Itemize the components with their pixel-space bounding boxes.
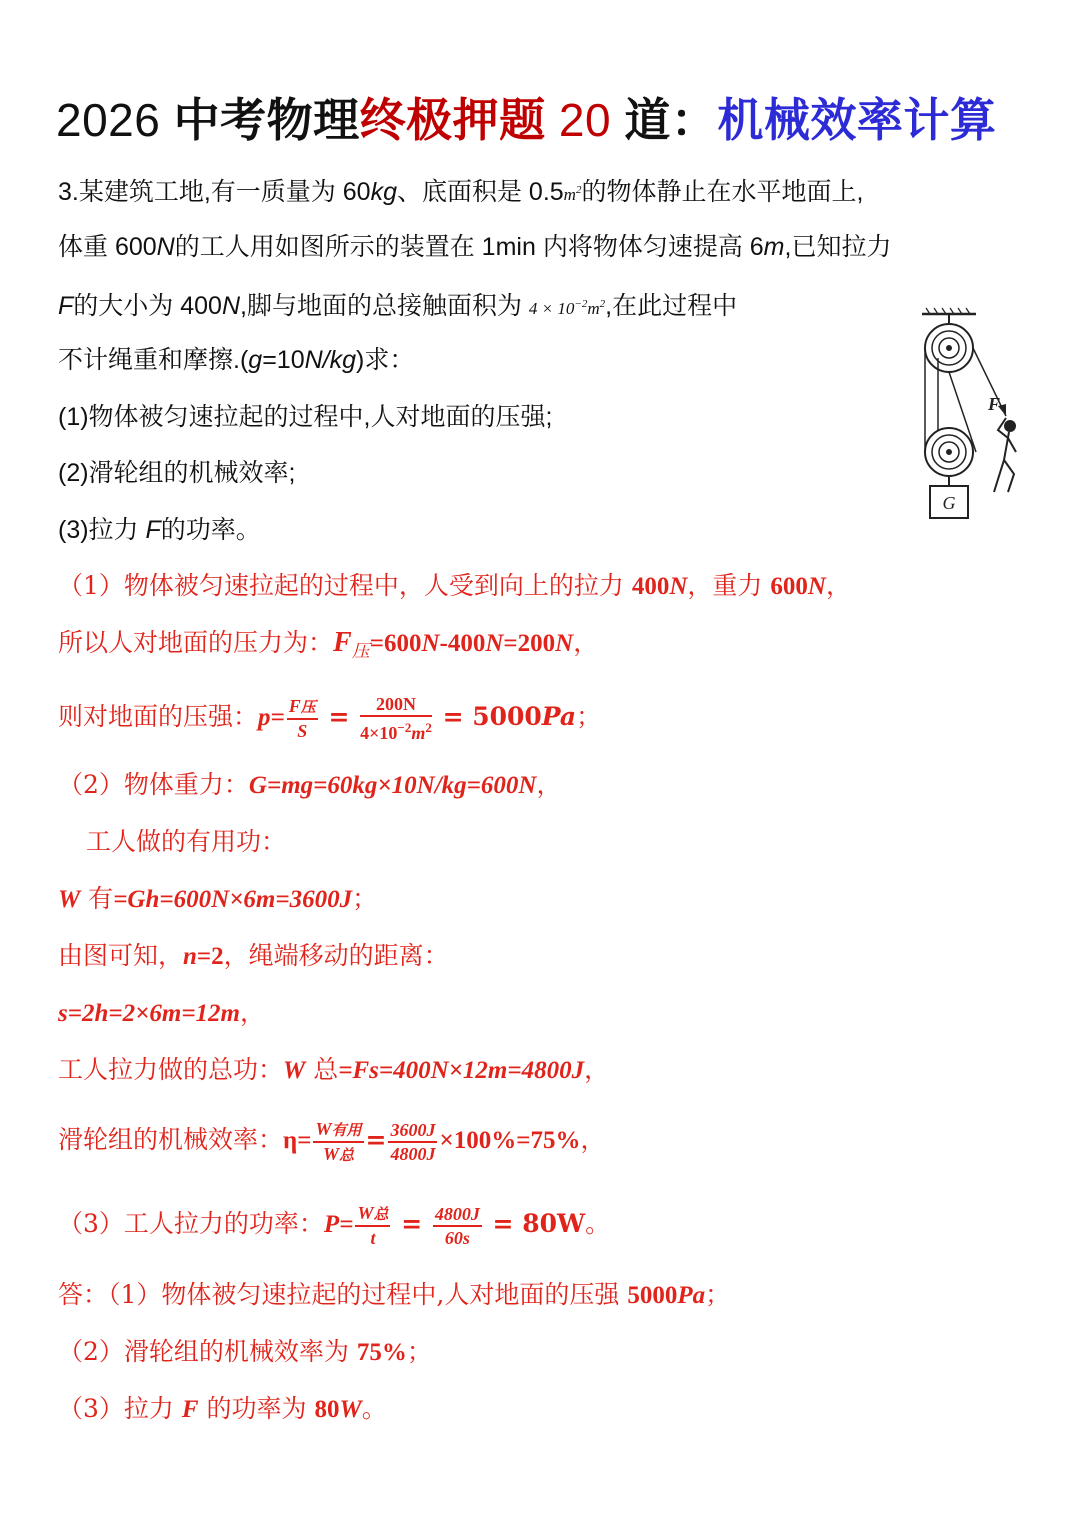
frac-sub: 总 [373, 1205, 389, 1223]
solution-line-2 [58, 623, 598, 672]
s-unit: Pa [541, 702, 577, 731]
s-formula: =Fs=400N×12m=4800J [338, 1057, 585, 1084]
frac-den: 4800J [390, 1143, 436, 1164]
s-symbol: W [283, 1057, 306, 1084]
s-text: ， [825, 571, 851, 600]
s-value: =600 [369, 630, 422, 657]
q-text: ,已知拉力 [784, 233, 892, 261]
efficiency-fraction-numeric [388, 1119, 437, 1165]
question-line-2 [58, 229, 891, 265]
solution-line-7 [58, 936, 449, 977]
s-symbol: n [183, 943, 197, 970]
title-subject: 中考物理 [173, 94, 360, 146]
s-text: ， [584, 1055, 610, 1084]
q-unit: kg [370, 178, 397, 206]
q-symbol: F [58, 292, 74, 320]
solution-line-4 [58, 765, 561, 806]
q-text: 、底面积是 0.5 [396, 178, 564, 206]
pressure-fraction-symbolic [287, 695, 318, 742]
frac-den: W [322, 1143, 339, 1164]
q-text: 的物体静止在水平地面上, [581, 178, 864, 206]
frac-den: S [297, 721, 308, 741]
s-text: 总 [305, 1055, 339, 1084]
frac-num: W [315, 1118, 332, 1139]
s-value: 80 [314, 1396, 340, 1423]
s-text: （2）滑轮组的机械效率为 [58, 1337, 357, 1366]
frac-unit: m [411, 723, 426, 743]
title-unit: 道： [624, 94, 718, 146]
frac-num: W [357, 1203, 374, 1223]
pressure-fraction-numeric [360, 693, 432, 744]
s-unit: N [421, 630, 440, 657]
question-line-1 [58, 172, 863, 213]
s-text: ， [536, 770, 562, 799]
s-text: ； [705, 1280, 731, 1309]
force-label: F [988, 394, 1001, 414]
q-unit: m [587, 299, 600, 318]
frac-sub: 总 [338, 1145, 354, 1164]
title-topic: 机械效率计算 [717, 94, 997, 146]
s-formula: =Gh=600N×6m=3600J [113, 886, 353, 913]
pulley-diagram [914, 306, 1024, 524]
q-unit: N [156, 233, 175, 261]
s-text: （2）物体重力： [58, 770, 249, 799]
frac-exp: −2 [397, 720, 412, 735]
solution-line-5: 工人做的有用功： [86, 827, 287, 856]
frac-num: F [288, 696, 301, 716]
q-exponent: 2 [599, 298, 606, 310]
q-text: 不计绳重和摩擦.( [58, 346, 249, 374]
power-fraction-numeric [433, 1203, 482, 1249]
s-text: ； [576, 702, 602, 731]
s-text: （3）拉力 [58, 1394, 182, 1423]
s-value: = 5000 [433, 702, 542, 731]
efficiency-fraction-symbolic [313, 1118, 363, 1166]
q-exponent: 2 [575, 184, 582, 196]
s-formula: s=2h=2×6m=12m [58, 1000, 241, 1027]
q-text: =10 [262, 346, 305, 374]
s-text: 有 [80, 884, 114, 913]
fixed-pulley [925, 324, 973, 372]
q-sci-number: 4 × 10 [528, 299, 575, 318]
s-symbol: P= [323, 1211, 354, 1238]
q-text: (3)拉力 [58, 516, 146, 544]
s-text: 工人拉力做的总功： [58, 1055, 284, 1084]
s-text: ， [573, 628, 599, 657]
s-symbol: F [333, 627, 352, 658]
frac-num: 4800J [433, 1203, 482, 1227]
answer-line-1 [58, 1275, 730, 1316]
question-part-1: (1)物体被匀速拉起的过程中,人对地面的压强; [58, 403, 553, 431]
s-equals: = [365, 1125, 387, 1154]
s-text: ； [352, 884, 378, 913]
s-value: -400 [439, 630, 486, 657]
q-unit: m [763, 233, 785, 261]
power-fraction-symbolic [355, 1202, 390, 1249]
s-unit: W [339, 1396, 362, 1423]
s-text: 的功率为 [198, 1394, 315, 1423]
q-symbol: g [248, 346, 263, 374]
s-value: =200 [503, 630, 556, 657]
question-line-4 [58, 342, 414, 378]
s-value: 600 [770, 573, 808, 600]
q-symbol: F [145, 516, 161, 544]
s-text: ， [580, 1125, 606, 1154]
q-unit: N [221, 292, 241, 320]
s-value: 5000 [627, 1282, 678, 1309]
s-value: 75% [356, 1339, 407, 1366]
s-text: （3）工人拉力的功率： [58, 1209, 324, 1238]
q-text: ,在此过程中 [605, 292, 738, 320]
s-value: = 80W [483, 1209, 586, 1238]
question-part-2: (2)滑轮组的机械效率; [58, 459, 296, 487]
s-value: ×100%=75% [439, 1127, 581, 1154]
frac-sub: 有用 [331, 1120, 362, 1139]
frac-den: 60s [444, 1227, 470, 1248]
q-text: 的功率。 [160, 516, 261, 544]
q-text: 的工人用如图所示的装置在 1min 内将物体匀速提高 6 [174, 233, 764, 261]
s-unit: Pa [677, 1282, 706, 1309]
solution-line-1 [58, 566, 851, 607]
solution-line-9 [58, 1050, 609, 1091]
s-equals: = [319, 702, 359, 731]
q-text: 体重 600 [58, 233, 157, 261]
q-unit: N [304, 346, 323, 374]
s-unit: N [555, 630, 574, 657]
s-symbol: η= [283, 1127, 312, 1154]
s-value: =2 [196, 943, 224, 970]
s-unit: N [807, 573, 826, 600]
solution-line-6 [58, 879, 377, 920]
s-subscript: 压 [351, 641, 370, 662]
frac-den: 4×10 [360, 723, 398, 743]
solution-line-11 [58, 1196, 610, 1253]
s-symbol: W [58, 886, 81, 913]
s-text: （1）物体被匀速拉起的过程中，人受到向上的拉力 [58, 571, 632, 600]
page-title [56, 88, 1066, 152]
frac-num: 200N [360, 693, 432, 717]
frac-den: t [370, 1228, 376, 1248]
title-year: 2026 [56, 94, 161, 146]
s-text: 答：（1）物体被匀速拉起的过程中,人对地面的压强 [58, 1280, 628, 1309]
q-exponent: −2 [574, 298, 588, 310]
s-equals: = [392, 1209, 431, 1238]
q-unit: m [563, 185, 576, 204]
q-text: ,脚与地面的总接触面积为 [240, 292, 522, 320]
s-text: 则对地面的压强： [58, 702, 259, 731]
q-unit: kg [329, 346, 357, 374]
q-text: )求： [356, 346, 415, 374]
s-text: 滑轮组的机械效率： [58, 1125, 284, 1154]
question-part-3 [58, 512, 261, 548]
worker-figure [994, 418, 1016, 492]
frac-sub: 压 [300, 698, 316, 716]
q-text: 3.某建筑工地,有一质量为 60 [58, 178, 371, 206]
solution-line-3 [58, 689, 601, 746]
question-line-3 [58, 286, 737, 327]
s-text: 所以人对地面的压力为： [58, 628, 334, 657]
q-text: / [322, 346, 330, 374]
answer-line-3 [58, 1389, 387, 1430]
s-value: 400 [631, 573, 670, 600]
s-symbol: p= [258, 704, 285, 731]
s-formula: G=mg=60kg×10N/kg=600N [248, 772, 537, 799]
s-text: ； [406, 1337, 432, 1366]
s-text: ， [240, 998, 266, 1027]
q-text: 的大小为 400 [73, 292, 222, 320]
s-text: ，绳端移动的距离： [223, 941, 449, 970]
s-symbol: F [181, 1396, 199, 1423]
frac-exp: 2 [425, 720, 432, 735]
s-text: 。 [361, 1394, 387, 1423]
s-text: 。 [585, 1209, 611, 1238]
s-text: ，重力 [687, 571, 771, 600]
title-count: 20 [558, 94, 612, 146]
frac-num: 3600J [388, 1119, 437, 1143]
s-unit: N [485, 630, 504, 657]
s-text: 由图可知， [58, 941, 184, 970]
movable-pulley [925, 428, 973, 476]
title-highlight: 终极押题 [359, 94, 546, 146]
s-unit: N [669, 573, 688, 600]
solution-line-10 [58, 1110, 605, 1171]
answer-line-2 [58, 1332, 432, 1373]
solution-line-8 [58, 993, 265, 1034]
block-label: G [942, 493, 956, 513]
